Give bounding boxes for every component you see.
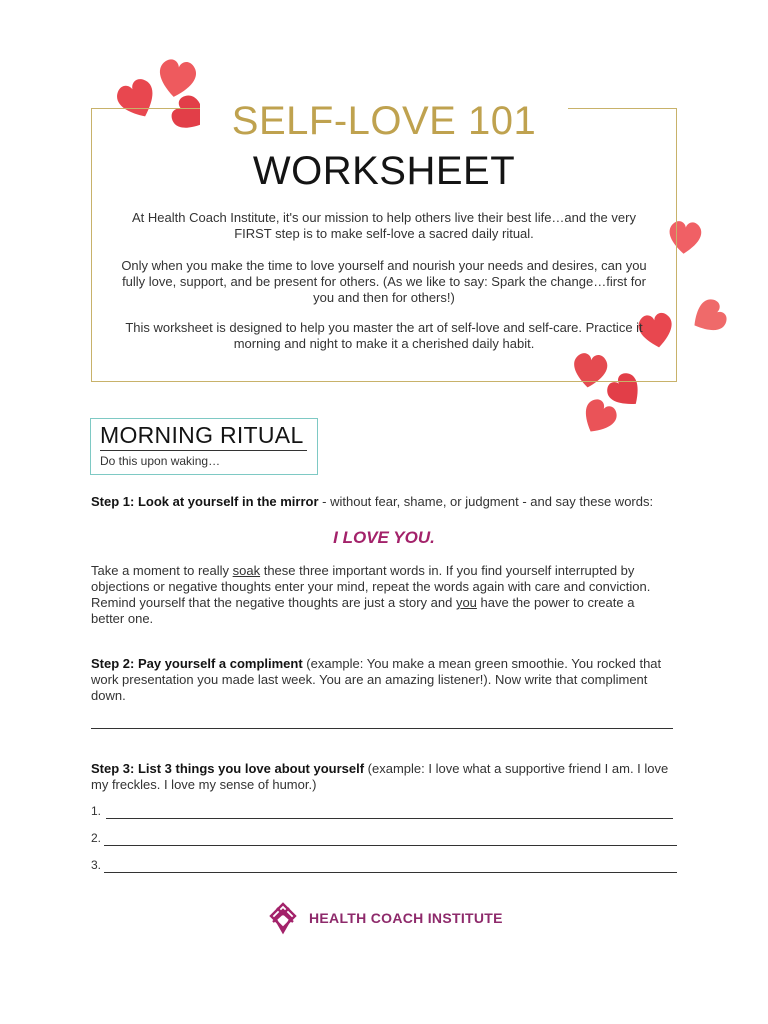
- heart-icon: [688, 296, 730, 338]
- step-2-label: Step 2: Pay yourself a compliment: [91, 656, 303, 671]
- step-3-label: Step 3: List 3 things you love about yourself: [91, 761, 365, 776]
- page-title: SELF-LOVE 101: [200, 96, 568, 146]
- step-2-text: (example: You make a mean green smoothie. You rocked that work presentation you made last week. You are an amazing listener!). Now write that compliment down.: [91, 656, 662, 703]
- list-number: 2.: [91, 831, 102, 845]
- brand-logo-icon: [265, 900, 301, 936]
- list-write-line[interactable]: [106, 818, 673, 819]
- soak-text: these three important words in. If you find yourself interrupted by objections or negative thoughts enter your mind, repeat the words again with care and conviction. Remind yourself that the negative thoughts are just a story and: [91, 563, 651, 610]
- intro-paragraph: This worksheet is designed to help you master the art of self-love and self-care. Practice it morning and night to make it a cherished daily habit.: [125, 320, 643, 351]
- list-write-line[interactable]: [104, 845, 677, 846]
- morning-ritual-box: [90, 418, 318, 475]
- step-2: [91, 656, 671, 704]
- list-number: 3.: [91, 858, 102, 872]
- soak-underlined-word: soak: [232, 563, 261, 578]
- list-number: 1.: [91, 804, 102, 818]
- you-underlined-word: you: [455, 595, 477, 610]
- soak-paragraph: [91, 563, 671, 627]
- compliment-write-line[interactable]: [91, 728, 673, 729]
- heart-icon: [578, 396, 620, 438]
- list-write-line[interactable]: [104, 872, 677, 873]
- brand-logo: [265, 900, 505, 936]
- step-1-text: - without fear, shame, or judgment - and say these words:: [318, 494, 654, 509]
- divider: [100, 450, 307, 451]
- intro-paragraph: At Health Coach Institute, it's our mission to help others live their best life…and the very FIRST step is to make self-love a sacred daily ritual.: [132, 210, 636, 241]
- brand-name: HEALTH COACH INSTITUTE: [309, 910, 503, 926]
- step-3-text: (example: I love what a supportive friend I am. I love my freckles. I love my sense of humor.): [91, 761, 669, 792]
- affirmation-phrase: I LOVE YOU.: [333, 528, 435, 547]
- step-1-label: Step 1: Look at yourself in the mirror: [91, 494, 319, 509]
- page-subtitle: WORKSHEET: [252, 149, 516, 193]
- soak-text: Take a moment to really: [91, 563, 233, 578]
- step-3: [91, 761, 671, 793]
- step-1: [91, 494, 691, 510]
- section-title: MORNING RITUAL: [100, 422, 304, 448]
- section-subtitle: Do this upon waking…: [100, 454, 221, 468]
- soak-text: have the power to create a better one.: [91, 595, 635, 626]
- intro-paragraph: Only when you make the time to love yourself and nourish your needs and desires, can you fully love, support, and be present for others. (As we like to say: Spark the change…first for you and then for others!): [121, 258, 647, 305]
